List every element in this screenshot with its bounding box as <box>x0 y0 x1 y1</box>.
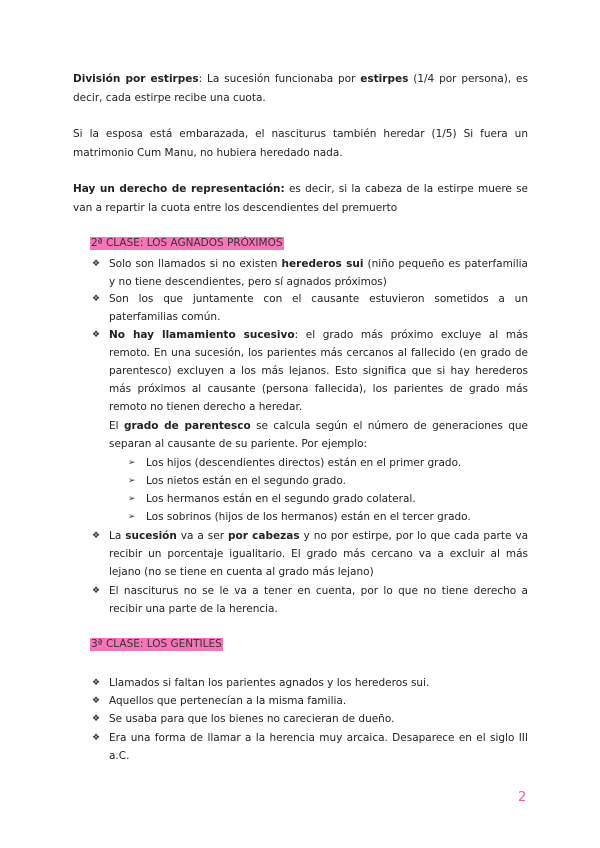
bullet-icon: ❖ <box>92 586 101 596</box>
arrow-bullet-icon: ➢ <box>128 494 136 504</box>
list-item: No hay llamamiento sucesivo: el grado más próximo excluye al más remoto. En una sucesión, los parientes más cercanos al fallecido (en grado de parentesco) excluyen a los más lejanos. Esto significa que si hay herederos más próximos al causante (persona fallecida), los parientes de grado más remoto no tienen derecho a heredar. <box>109 329 528 413</box>
bullet-icon: ❖ <box>92 259 101 269</box>
arrow-bullet-icon: ➢ <box>128 476 136 486</box>
list-item: La sucesión va a ser por cabezas y no por estirpe, por lo que cada parte va recibir un porcentaje igualitario. El grado más cercano va a excluir al más lejano (no se tiene en cuenta al grado más lejano) <box>109 530 529 578</box>
list-item-continuation: El grado de parentesco se calcula según el número de generaciones que separan al causante de su pariente. Por ejemplo: <box>109 420 528 450</box>
sub-list-item: Los hijos (descendientes directos) están en el primer grado. <box>146 457 462 469</box>
sub-list-item: Los nietos están en el segundo grado. <box>146 475 346 487</box>
bullet-icon: ❖ <box>92 733 101 743</box>
arrow-bullet-icon: ➢ <box>128 512 136 522</box>
list-item: Solo son llamados si no existen herederos sui (niño pequeño es paterfamilia y no tiene descendientes, pero sí agnados próximos) <box>109 258 528 288</box>
sub-list-item: Los sobrinos (hijos de los hermanos) están en el tercer grado. <box>146 511 471 523</box>
section-heading-gentiles: 3ª CLASE: LOS GENTILES <box>91 638 222 650</box>
sub-list-item: Los hermanos están en el segundo grado colateral. <box>146 493 416 505</box>
section-heading-agnados: 2ª CLASE: LOS AGNADOS PRÓXIMOS <box>91 237 283 249</box>
list-item: Son los que juntamente con el causante estuvieron sometidos a un paterfamilias común. <box>109 293 528 323</box>
page-number: 2 <box>518 790 527 805</box>
list-item: El nasciturus no se le va a tener en cuenta, por lo que no tiene derecho a recibir una parte de la herencia. <box>109 585 528 615</box>
list-item: Aquellos que pertenecían a la misma familia. <box>109 695 347 707</box>
bullet-icon: ❖ <box>92 714 101 724</box>
paragraph-nasciturus: Si la esposa está embarazada, el nasciturus también heredar (1/5) Si fuera un matrimonio Cum Manu, no hubiera heredado nada. <box>73 128 528 159</box>
bullet-icon: ❖ <box>92 696 101 706</box>
arrow-bullet-icon: ➢ <box>128 458 136 468</box>
bullet-icon: ❖ <box>92 678 101 688</box>
list-item: Se usaba para que los bienes no carecieran de dueño. <box>109 713 395 725</box>
bullet-icon: ❖ <box>92 330 101 340</box>
bullet-icon: ❖ <box>92 531 101 541</box>
list-item: Llamados si faltan los parientes agnados y los herederos sui. <box>109 677 430 689</box>
bullet-icon: ❖ <box>92 294 101 304</box>
list-item: Era una forma de llamar a la herencia muy arcaica. Desaparece en el siglo III a.C. <box>109 732 528 762</box>
paragraph-division-estirpes: División por estirpes: La sucesión funcionaba por estirpes (1/4 por persona), es decir, cada estirpe recibe una cuota. <box>73 73 528 104</box>
paragraph-representacion: Hay un derecho de representación: es decir, si la cabeza de la estirpe muere se van a repartir la cuota entre los descendientes del premuerto <box>73 183 529 214</box>
